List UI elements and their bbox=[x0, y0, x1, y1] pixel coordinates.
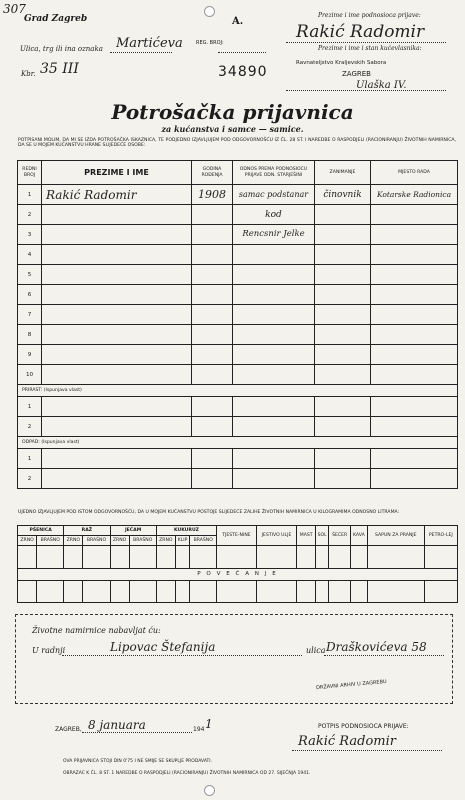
table-row bbox=[18, 285, 458, 305]
reg-label: REG. BROJ: bbox=[196, 40, 224, 46]
col-header-occupation: ZANIMANJE bbox=[315, 161, 371, 185]
owner-city: ZAGREB bbox=[342, 70, 371, 78]
shop-prefix: U radnji bbox=[32, 646, 66, 655]
archive-stamp: DRŽAVNI ARHIV U ZAGREBU bbox=[315, 678, 387, 692]
odpad-label: ODPAD: (Ispunjava vlast) bbox=[18, 437, 458, 449]
owner-value: Ravnateljstvo Kraljevskih Sabora bbox=[296, 60, 387, 66]
city-label: Grad Zagreb bbox=[24, 14, 88, 24]
stock-table bbox=[17, 525, 458, 603]
punch-hole-top bbox=[204, 6, 215, 17]
stock-col-kava: KAVA bbox=[350, 526, 367, 546]
stock-group-kukuruz: KUKURUZ bbox=[156, 526, 217, 536]
stock-col-sol: SOL bbox=[315, 526, 328, 546]
persons-table bbox=[17, 160, 458, 489]
person-name: Rakić Radomir bbox=[42, 185, 192, 205]
stock-sub: BRAŠNO bbox=[129, 536, 156, 546]
stock-values-row bbox=[18, 546, 458, 568]
applicant-name-line bbox=[286, 42, 446, 43]
col-header-relation: ODNOS PREMA PODNOSIOCU PRIJAVE ODN. STARJEŠINI bbox=[233, 161, 315, 185]
increase-label: P O V E Ć A N J E bbox=[18, 568, 458, 580]
stock-col-petrolej: PETRO-LEJ bbox=[424, 526, 457, 546]
table-row bbox=[18, 365, 458, 385]
table-row bbox=[18, 265, 458, 285]
stock-col-secer: ŠEĆER bbox=[329, 526, 351, 546]
table-row bbox=[18, 185, 458, 205]
stock-sub: ZRNO bbox=[64, 536, 83, 546]
stock-sub: ZRNO bbox=[156, 536, 175, 546]
table-row bbox=[18, 345, 458, 365]
stock-col-sapun: SAPUN ZA PRANJE bbox=[367, 526, 424, 546]
date-line bbox=[82, 732, 192, 733]
table-row bbox=[18, 469, 458, 489]
col-header-year: GODINA ROĐENJA bbox=[192, 161, 233, 185]
row-number: 3 bbox=[18, 225, 42, 245]
row-number: 10 bbox=[18, 365, 42, 385]
person-workplace bbox=[371, 225, 458, 245]
street-label: Ulica, trg ili ina oznaka bbox=[20, 45, 103, 53]
stock-sub: BRAŠNO bbox=[37, 536, 64, 546]
table-row bbox=[18, 449, 458, 469]
footer-city: ZAGREB, bbox=[55, 726, 82, 733]
person-relation: Rencsnir Jelke bbox=[233, 225, 315, 245]
kbr-value: 35 III bbox=[40, 61, 79, 77]
supply-label: Životne namirnice nabavljat ću: bbox=[32, 626, 161, 635]
increase-values-row bbox=[18, 580, 458, 602]
person-name bbox=[42, 205, 192, 225]
person-birth-year: 1908 bbox=[192, 185, 233, 205]
punch-hole-bottom bbox=[204, 785, 215, 796]
applicant-name-value: Rakić Radomir bbox=[296, 22, 425, 42]
stock-group-psenica: PŠENICA bbox=[18, 526, 64, 536]
row-number: 2 bbox=[18, 205, 42, 225]
table-row bbox=[18, 205, 458, 225]
kbr-label: Kbr. bbox=[21, 70, 36, 78]
applicant-name-label: Prezime i ime podnosioca prijave: bbox=[318, 12, 421, 19]
row-number: 7 bbox=[18, 305, 42, 325]
stock-sub: ZRNO bbox=[110, 536, 129, 546]
table-row bbox=[18, 225, 458, 245]
person-birth-year bbox=[192, 225, 233, 245]
owner-line bbox=[286, 90, 446, 91]
signature-line bbox=[292, 750, 442, 751]
supply-street-prefix: ulica bbox=[306, 646, 326, 655]
prirast-label: PRIRAST: (Ispunjava vlast) bbox=[18, 385, 458, 397]
row-number: 1 bbox=[18, 185, 42, 205]
footer-date: 8 januara bbox=[88, 718, 146, 732]
intro-text: POTPISANI MOLIM, DA MI SE IZDA POTROŠAČKA ISKAZNICA, TE PODJEDNO IZJAVLJUJEM POD ODGOVORNOŠĆU IZ ČL. 28 ST. I NAREDBE O RASPODJELI (RACIONIRANJU) ŽIVOTNIH NAMIRNICA, DA SE U MOJEM KUĆANSTVU HRANE SLIJEDEĆE OSOBE: bbox=[18, 138, 456, 149]
reg-line bbox=[218, 52, 266, 53]
row-number: 9 bbox=[18, 345, 42, 365]
page-subtitle: za kućanstva i samce — samice. bbox=[161, 124, 304, 134]
page-title: Potrošačka prijavnica bbox=[111, 100, 354, 124]
shop-line bbox=[62, 655, 302, 656]
table-row bbox=[18, 397, 458, 417]
footer-year-prefix: 194 bbox=[193, 726, 205, 733]
footer-note-2: OBRAZAC K ČL. 8 ST. 1 NAREDBE O RASPODJELI (RACIONIRANJU) ŽIVOTNIH NAMIRNICA OD 27. SIJEČNJA 1941. bbox=[63, 771, 311, 776]
row-number: 1 bbox=[18, 449, 42, 469]
person-occupation bbox=[315, 205, 371, 225]
person-workplace: Kotarske Radionica bbox=[371, 185, 458, 205]
person-occupation bbox=[315, 225, 371, 245]
signature-value: Rakić Radomir bbox=[298, 734, 396, 749]
table-row bbox=[18, 245, 458, 265]
stock-group-jecam: JEČAM bbox=[110, 526, 156, 536]
top-mark: 307 bbox=[3, 2, 26, 16]
stock-sub: KLIP bbox=[175, 536, 189, 546]
supply-street-line bbox=[324, 655, 444, 656]
stock-col-tjestenine: TJESTE-NINE bbox=[217, 526, 256, 546]
person-relation: kod bbox=[233, 205, 315, 225]
street-line bbox=[110, 52, 172, 53]
stock-group-raz: RAŽ bbox=[64, 526, 110, 536]
table-row bbox=[18, 305, 458, 325]
row-number: 6 bbox=[18, 285, 42, 305]
stock-sub: BRAŠNO bbox=[190, 536, 217, 546]
row-number: 1 bbox=[18, 397, 42, 417]
supply-street-value: Draškovićeva 58 bbox=[326, 640, 427, 654]
person-name bbox=[42, 225, 192, 245]
owner-label: Prezime i ime i stan kućevlasnika: bbox=[318, 45, 422, 52]
col-header-no: REDNI BROJ bbox=[18, 161, 42, 185]
row-number: 2 bbox=[18, 417, 42, 437]
prirast-header-row bbox=[18, 385, 458, 397]
street-value: Martićeva bbox=[116, 36, 183, 51]
stock-sub: BRAŠNO bbox=[83, 536, 110, 546]
row-number: 4 bbox=[18, 245, 42, 265]
stock-col-ulje: JESTIVO ULJE bbox=[256, 526, 297, 546]
stock-col-mast: MAST bbox=[297, 526, 315, 546]
stock-intro: UJEDNO IZJAVLJUJEM POD ISTOM ODGOVORNOŠĆU, DA U MOJEM KUĆANSTVU POSTOJE SLIJEDEĆE ZALIHE ŽIVOTNIH NAMIRNICA U KILOGRAMIMA ODNOSNO LITRAMA: bbox=[18, 510, 400, 515]
table-row bbox=[18, 417, 458, 437]
owner-street: Ulaška IV. bbox=[356, 80, 407, 91]
col-header-name: PREZIME I IME bbox=[42, 161, 192, 185]
shop-value: Lipovac Štefanija bbox=[110, 640, 216, 654]
table-row bbox=[18, 325, 458, 345]
footer-note-1: OVA PRIJAVNICA STOJI DIN 0'75 I NE SMIJE SE SKUPLJE PRODAVATI. bbox=[63, 759, 213, 764]
signature-label: POTPIS PODNOSIOCA PRIJAVE: bbox=[318, 723, 409, 730]
row-number: 8 bbox=[18, 325, 42, 345]
stock-sub: ZRNO bbox=[18, 536, 37, 546]
odpad-header-row bbox=[18, 437, 458, 449]
person-workplace bbox=[371, 205, 458, 225]
col-header-workplace: MJESTO RADA bbox=[371, 161, 458, 185]
footer-year-suffix: 1 bbox=[205, 717, 213, 731]
person-occupation: činovnik bbox=[315, 185, 371, 205]
row-number: 2 bbox=[18, 469, 42, 489]
person-relation: samac podstanar bbox=[233, 185, 315, 205]
row-number: 5 bbox=[18, 265, 42, 285]
reg-number: 34890 bbox=[218, 64, 268, 80]
person-birth-year bbox=[192, 205, 233, 225]
category-letter: A. bbox=[232, 16, 244, 27]
